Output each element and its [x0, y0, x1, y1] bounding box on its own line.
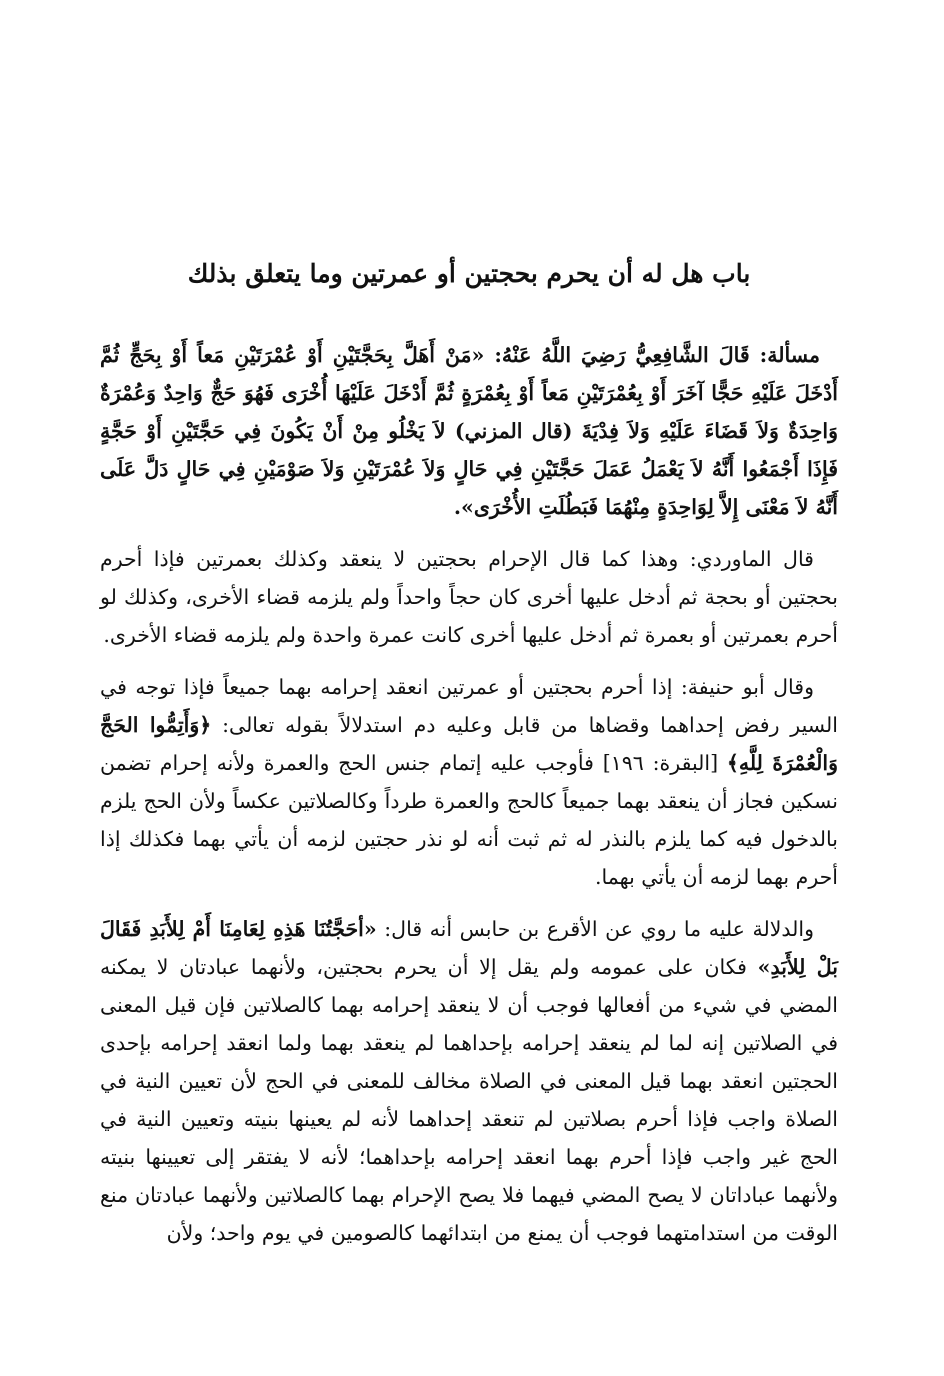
- dalala-continuation: فكان على عمومه ولم يقل إلا أن يحرم بحجتين، ولأنهما عبادتان لا يمكنه المضي في شيء من أفعالها فوجب أن لا ينعقد إحرامه بهما كالصلاتين فإن قيل المعنى في الصلاتين إنه لما لم ينعقد إحرامه بإحداهما لم ينعقد بهما ولما انعقد إحرامه بإحدى الحجتين انعقد بهما قيل المعنى في الصلاة مخالف للمعنى في الحج لأن تعيين النية في الصلاة واجب فإذا أحرم بصلاتين لم تنعقد إحداهما لأنه لم يعينها بنيته وتعيين النية في الحج غير واجب فإذا أحرم بهما انعقد إحرامه بإحداهما؛ لأنه لا يفتقر إلى تعيينها بنيته ولأنهما عباداتان لا يصح المضي فيهما فلا يصح الإحرام بهما كالصلاتين ولأنهما عبادتان منع الوقت من استدامتهما فوجب أن يمنع من ابتدائهما كالصومين في يوم واحد؛ ولأن: [100, 955, 838, 1245]
- shafii-lead: مسألة: قَالَ الشَّافِعِيُّ: [635, 343, 820, 367]
- paragraph-mawardi: قال الماوردي: وهذا كما قال الإحرام بحجتين لا ينعقد وكذلك بعمرتين فإذا أحرم بحجتين أو بحجة ثم أدخل عليها أخرى كان حجاً واحداً ولم يلزمه قضاء الأخرى، وكذلك لو أحرم بعمرتين أو بعمرة ثم أدخل عليها أخرى كانت عمرة واحدة ولم يلزمه قضاء الأخرى.: [100, 547, 838, 647]
- hadith-quote: «أحَجَّتُنَا هَذِهِ لِعَامِنَا أَمْ لِلأَبَدِ فَقَالَ بَلْ لِلأَبَدِ»: [100, 917, 839, 979]
- abu-hanifa-text: وقال أبو حنيفة: إذا أحرم بحجتين أو عمرتين انعقد إحرامه بهما جميعاً فإذا توجه في السير رفض إحداهما وقضاها من قابل وعليه دم استدلالاً بقوله تعالى:: [100, 675, 838, 737]
- paragraph-abu-hanifa: [100, 668, 838, 896]
- shafii-text: رَضِيَ اللَّهُ عَنْهُ: «مَنْ أَهَلَّ بِحَجَّتَيْنِ أَوْ عُمْرَتَيْنِ مَعاً أَوْ بِحَجٍّ ثُمَّ أَدْخَلَ عَلَيْهِ حَجًّا آخَرَ أَوْ بِعُمْرَتَيْنِ مَعاً أَوْ بِعُمْرَةٍ ثُمَّ أَدْخَلَ عَلَيْهَا أُخْرَى فَهُوَ حَجٌّ وَاحِدٌ وَعُمْرَةٌ وَاحِدَةٌ وَلاَ قَضَاءَ عَلَيْهِ وَلاَ فِدْيَةَ (قال المزني) لاَ يَخْلُو مِنْ أَنْ يَكُونَ فِي حَجَّتَيْنِ أَوْ حَجَّةٍ فَإِذَا أَجْمَعُوا أَنَّهُ لاَ يَعْمَلُ عَمَلَ حَجَّتَيْنِ فِي حَالٍ وَلاَ عُمْرَتَيْنِ وَلاَ صَوْمَيْنِ فِي حَالٍ دَلَّ عَلَى أَنَّهُ لاَ مَعْنَى إِلاَّ لِوَاحِدَةٍ مِنْهُمَا فَبَطُلَتِ الأُخْرَى».: [100, 343, 838, 519]
- paragraph-dalala: [100, 910, 838, 1252]
- abu-hanifa-continuation: [البقرة: ١٩٦] فأوجب عليه إتمام جنس الحج والعمرة ولأنه إحرام تضمن نسكين فجاز أن ينعقد بهما جميعاً كالحج والعمرة طرداً وكالصلاتين عكساً ولأن الحج يلزم بالدخول فيه كما يلزم بالنذر له ثم ثبت أنه لو نذر حجتين لزمه أن يأتي بهما فكذلك إذا أحرم بهما لزمه أن يأتي بهما.: [100, 751, 838, 889]
- document-page: [100, 252, 838, 1266]
- paragraph-mas-ala: [100, 336, 838, 526]
- dalala-text: والدلالة عليه ما روي عن الأقرع بن حابس أنه قال:: [376, 917, 814, 941]
- quran-verse: ﴿وَأَتِمُّوا الحَجَّ وَالْعُمْرَةَ لِلَّهِ﴾: [100, 713, 838, 775]
- chapter-title: باب هل له أن يحرم بحجتين أو عمرتين وما يتعلق بذلك: [187, 259, 751, 288]
